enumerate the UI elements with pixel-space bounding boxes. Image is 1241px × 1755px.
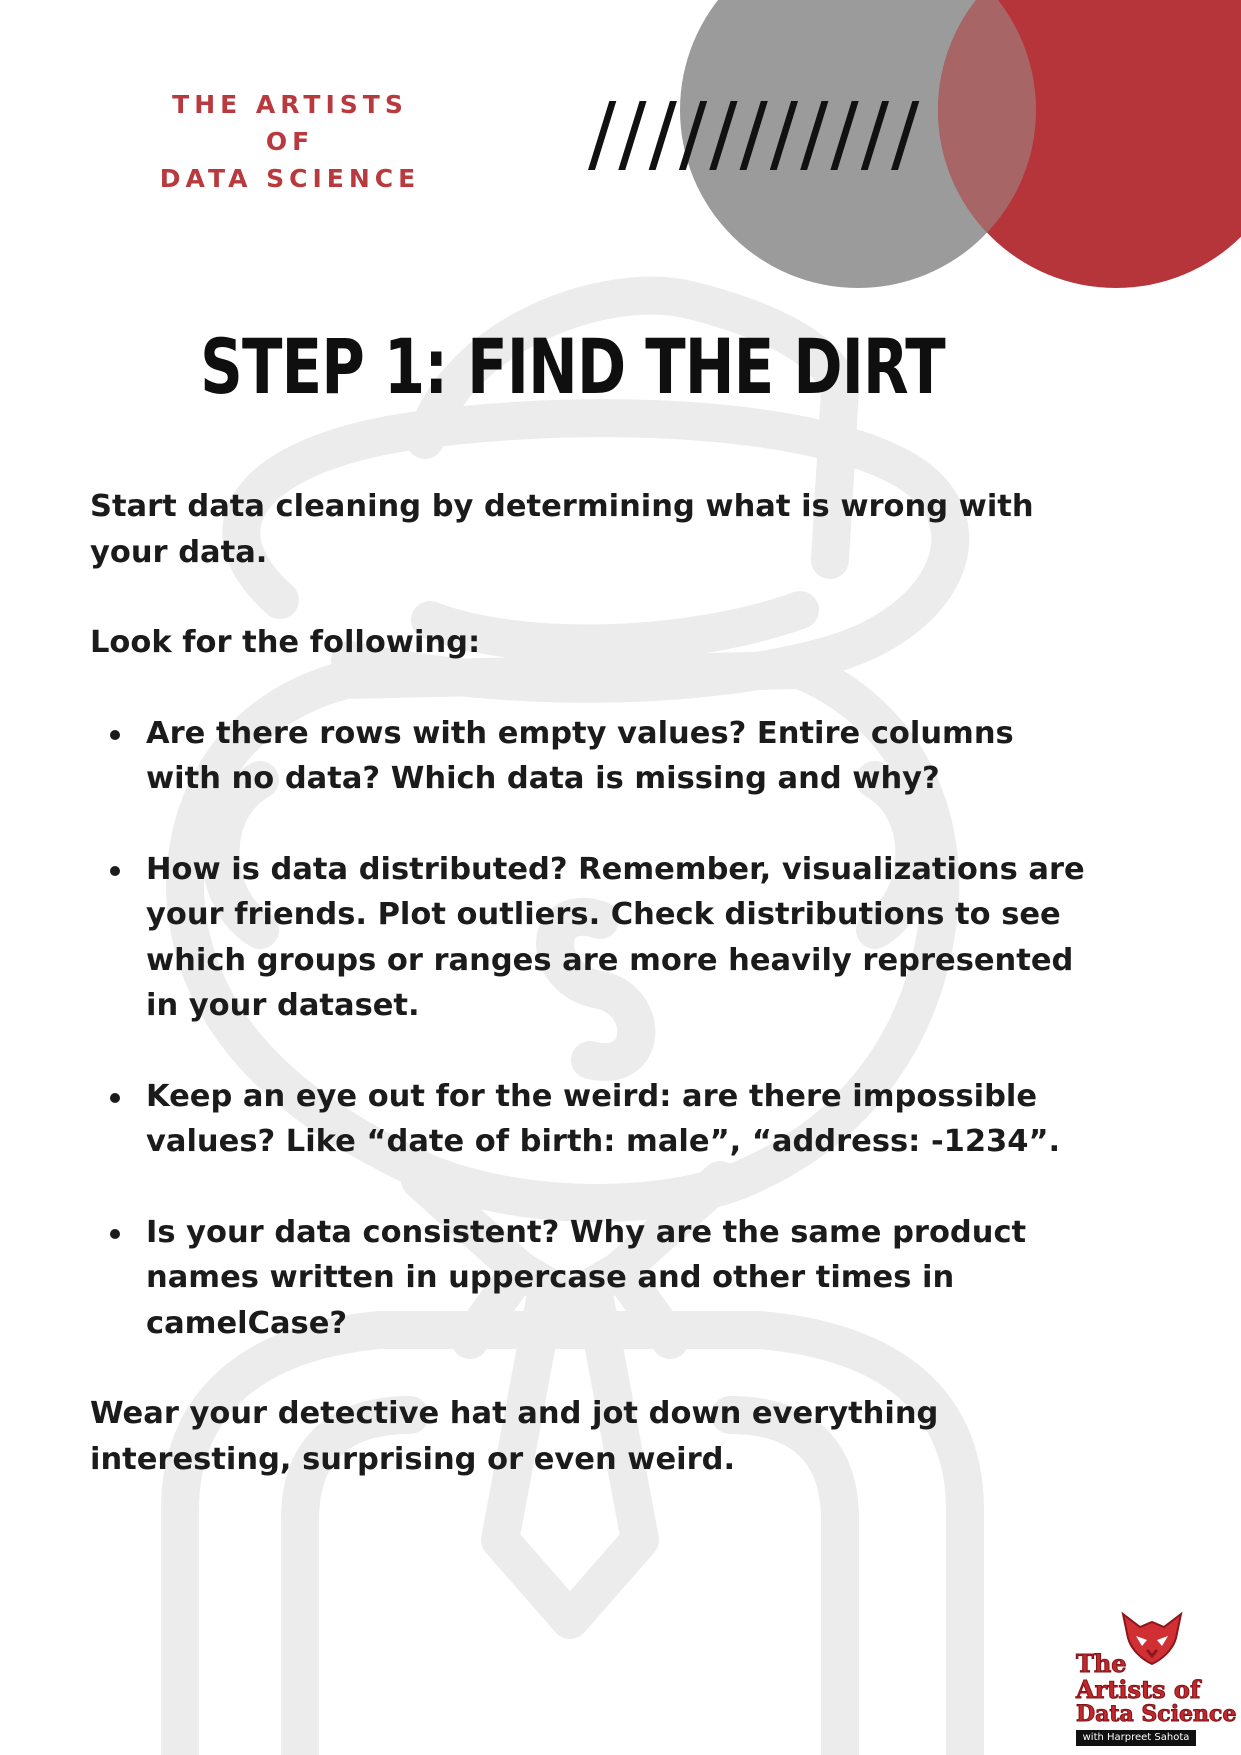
brand-line-1: THE ARTISTS (172, 90, 408, 119)
brand-line-3: DATA SCIENCE (159, 164, 421, 193)
bullet-weird-values: Keep an eye out for the weird: are there impossible values? Like “date of birth: male”, “address: -1234”. (90, 1074, 1090, 1165)
fox-icon (1118, 1610, 1186, 1666)
brand-title-block (140, 86, 440, 197)
bullet-empty-values: Are there rows with empty values? Entire columns with no data? Which data is missing and why? (90, 711, 1090, 802)
decorative-slashes: /////////// (588, 84, 922, 182)
look-for-heading: Look for the following: (90, 625, 481, 660)
brand-line-2: OF (265, 127, 315, 156)
artists-of-data-science-logo (1066, 1610, 1237, 1748)
document-content (90, 484, 1090, 1482)
bullet-list (90, 711, 1090, 1347)
logo-subtitle: with Harpreet Sahota (1076, 1730, 1196, 1746)
logo-line-3: Data Science (1076, 1701, 1237, 1727)
intro-paragraph: Start data cleaning by determining what is wrong with your data. (90, 489, 1034, 570)
logo-line-1: The (1076, 1649, 1127, 1678)
bullet-data-distribution: How is data distributed? Remember, visualizations are your friends. Plot outliers. Check distributions to see which groups or ranges are more heavily represented in your dataset. (90, 847, 1090, 1029)
logo-line-2: Artists of (1076, 1675, 1201, 1704)
bullet-consistency: Is your data consistent? Why are the same product names written in uppercase and other times in camelCase? (90, 1210, 1090, 1347)
page-title: STEP 1: FIND THE DIRT (200, 322, 945, 411)
closing-paragraph: Wear your detective hat and jot down everything interesting, surprising or even weird. (90, 1396, 939, 1477)
